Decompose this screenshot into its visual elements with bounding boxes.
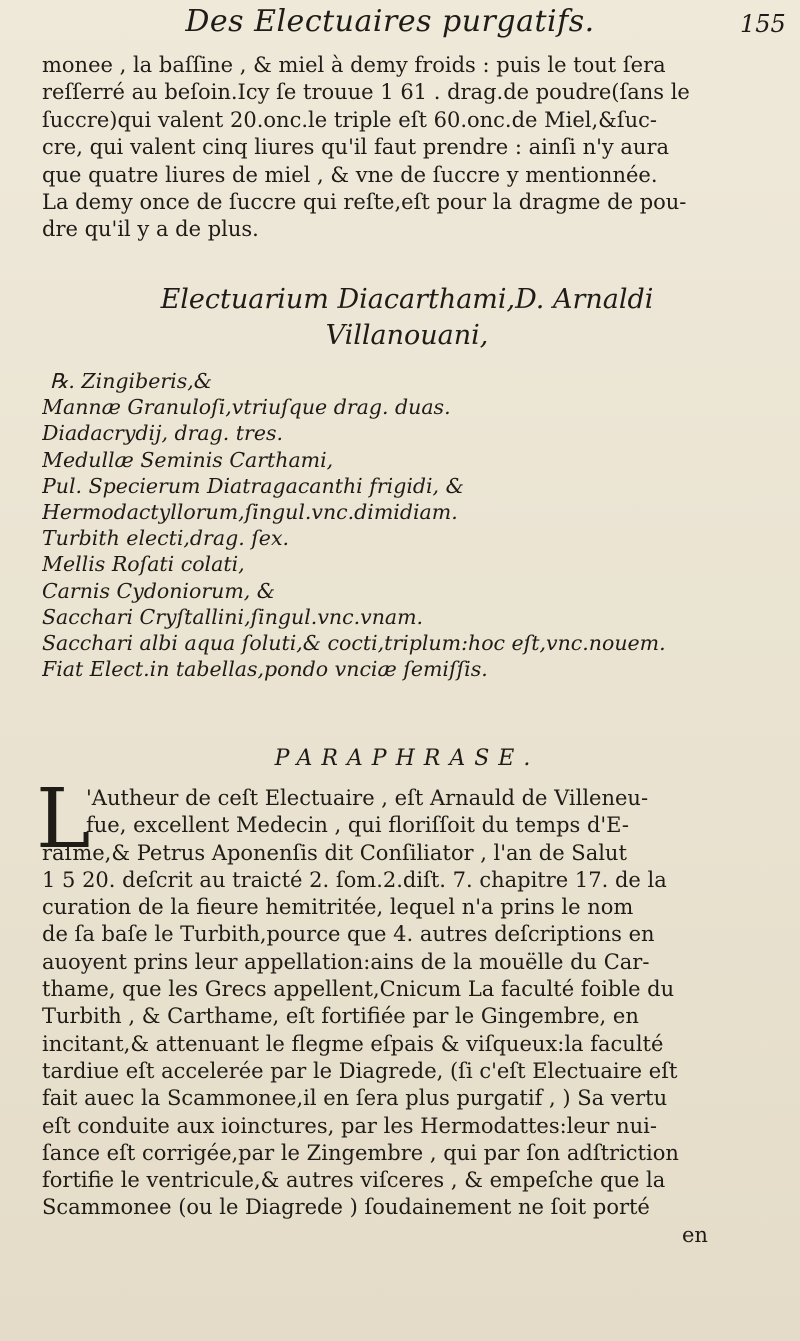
text-line: incitant,& attenuant le flegme eſpais & viſqueux:la faculté <box>42 1031 664 1056</box>
recipe-line: Carnis Cydoniorum, & <box>42 578 276 603</box>
recipe-line: Pul. Specierum Diatragacanthi frigidi, & <box>42 473 464 498</box>
paraphrase-heading: PARAPHRASE. <box>274 746 540 771</box>
text-line: fait auec la Scammonee,il en ſera plus purgatif , ) Sa vertu <box>42 1086 668 1111</box>
text-line: monee , la baſſine , & miel à demy froids : puis le tout ſera <box>42 53 666 77</box>
recipe-line: Sacchari albi aqua ſoluti,& cocti,triplum:hoc eſt,vnc.nouem. <box>42 630 666 655</box>
text-line: Turbith , & Carthame, eſt fortifiée par le Gingembre, en <box>42 1004 639 1029</box>
text-line: reſſerré au beſoin.Icy ſe trouue 1 61 . drag.de poudre(ſans le <box>42 80 690 105</box>
recipe-line: Medullæ Seminis Carthami, <box>42 447 334 472</box>
text-line: curation de la fieure hemitritée, lequel n'a prins le nom <box>42 895 634 920</box>
text-line: fortifie le ventricule,& autres viſceres , & empeſche que la <box>42 1168 666 1193</box>
text-line: dre qu'il y a de plus. <box>42 217 259 242</box>
text-line: eſt conduite aux ioinctures, par les Hermodattes:leur nui- <box>42 1113 657 1138</box>
text-line: La demy once de ſuccre qui reſte,eſt pour la dragme de pou- <box>42 189 687 214</box>
title-line: Electuarium Diacarthami,D. Arnaldi <box>160 284 654 315</box>
text-line: ſuccre)qui valent 20.onc.le triple eſt 60.onc.de Miel,&ſuc- <box>42 107 658 132</box>
drop-cap: L <box>36 772 91 867</box>
recipe-line: Hermodactyllorum,ſingul.vnc.dimidiam. <box>42 499 458 524</box>
opening-paragraph <box>42 52 772 244</box>
page-number: 155 <box>740 10 786 38</box>
recipe-line: Mannæ Granuloſi,vtriuſque drag. duas. <box>42 395 451 420</box>
recipe-list <box>42 368 782 682</box>
text-line: ſance eſt corrigée,par le Zingembre , qui par ſon adſtriction <box>42 1140 679 1165</box>
recipe-title <box>42 282 772 354</box>
text-line: fue, excellent Medecin , qui floriſſoit du temps d'E- <box>86 813 629 838</box>
running-head: Des Electuaires purgatifs. <box>185 4 595 39</box>
text-line: que quatre liures de miel , & vne de ſuccre y mentionnée. <box>42 162 658 187</box>
paraphrase-paragraph <box>42 785 782 1249</box>
text-line: auoyent prins leur appellation:ains de la mouëlle du Car- <box>42 949 650 974</box>
text-line: 'Autheur de ceſt Electuaire , eſt Arnauld de Villeneu- <box>86 786 649 810</box>
text-line: 1 5 20. deſcrit au traicté 2. ſom.2.diſt. 7. chapitre 17. de la <box>42 867 667 892</box>
recipe-line: Mellis Roſati colati, <box>42 552 245 577</box>
text-line: de ſa baſe le Turbith,pource que 4. autres deſcriptions en <box>42 922 655 947</box>
title-line: Villanouani, <box>325 320 489 351</box>
text-line: raſme,& Petrus Aponenſis dit Conſiliator , l'an de Salut <box>42 840 627 865</box>
recipe-line: Sacchari Cryſtallini,ſingul.vnc.vnam. <box>42 604 424 629</box>
recipe-line: Turbith electi,drag. ſex. <box>42 526 290 551</box>
text-line: Scammonee (ou le Diagrede ) ſoudainement ne ſoit porté <box>42 1195 650 1220</box>
recipe-line: Diadacrydij, drag. tres. <box>42 421 283 446</box>
catchword: en <box>682 1222 708 1247</box>
recipe-line: Fiat Elect.in tabellas,pondo vnciæ ſemiſſis. <box>42 657 488 682</box>
recipe-line: ℞. Zingiberis,& <box>50 369 212 393</box>
text-line: tardiue eſt accelerée par le Diagrede, (ſi c'eſt Electuaire eſt <box>42 1058 678 1083</box>
text-line: thame, que les Grecs appellent,Cnicum La faculté foible du <box>42 977 675 1002</box>
text-line: cre, qui valent cinq liures qu'il faut prendre : ainſi n'y aura <box>42 135 670 160</box>
